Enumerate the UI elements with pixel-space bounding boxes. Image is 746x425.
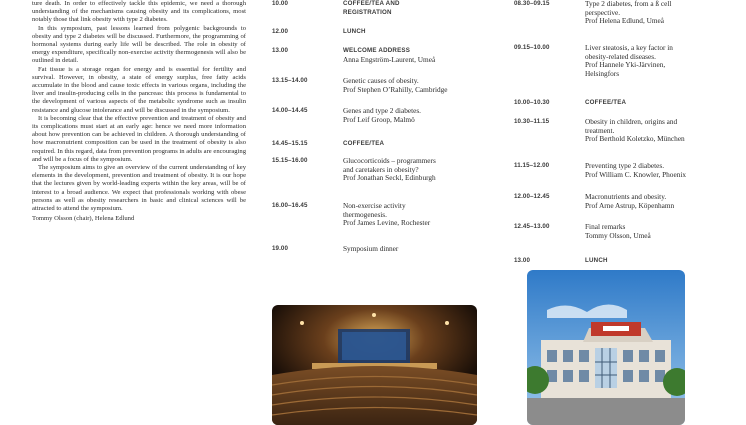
program-time: 11.15–12.00 [514, 162, 550, 169]
program-description [585, 223, 725, 240]
program-description [343, 47, 483, 64]
program-time: 08.30–09.15 [514, 0, 550, 7]
intro-paragraph-4: It is becoming clear that the effective prevention and treatment of obesity and its complications must start at an early age: hence we need more information about how prevention can be achieved in children. A thorough understanding of how macronutrient composition can be used in the treatment of obesity is also required. In this regard, data from prevention programs in adults are encouraging and will be a focus of the symposium. [32, 114, 246, 163]
program-description [585, 44, 725, 78]
lecture-hall-photo [272, 305, 477, 425]
program-line: COFFEE/TEA AND [343, 0, 400, 7]
program-line: Preventing type 2 diabetes. [585, 161, 665, 170]
program-description [343, 157, 483, 183]
program-line: and caretakers in obesity? [343, 164, 419, 174]
program-line: Symposium dinner [343, 244, 399, 253]
program-description [343, 77, 483, 94]
program-description [585, 193, 725, 210]
program-description [343, 107, 483, 124]
program-line: Prof Hannele Yki-Järvinen, [585, 60, 666, 70]
program-time: 09.15–10.00 [514, 44, 550, 51]
program-time: 10.00–10.30 [514, 99, 550, 106]
program-time: 15.15–16.00 [272, 157, 308, 164]
program-time: 12.45–13.00 [514, 223, 550, 230]
program-description [343, 140, 483, 149]
program-line: Genetic causes of obesity. [343, 76, 419, 85]
program-description [585, 162, 725, 179]
program-time: 14.45–15.15 [272, 140, 308, 147]
program-time: 14.00–14.45 [272, 107, 308, 114]
intro-text [32, 0, 246, 223]
program-line: Prof Jonathan Seckl, Edinburgh [343, 173, 436, 183]
program-line: obesity-related diseases. [585, 51, 656, 61]
program-line: Prof Stephen O’Rahilly, Cambridge [343, 84, 448, 94]
program-time: 12.00–12.45 [514, 193, 550, 200]
program-time: 10.30–11.15 [514, 118, 550, 125]
program-line: Prof Leif Groop, Malmö [343, 114, 415, 124]
program-line: Prof James Levine, Rochester [343, 218, 431, 228]
program-line: Type 2 diabetes, from a ß cell [585, 0, 672, 8]
program-line: Prof Berthold Koletzko, München [585, 134, 685, 144]
intro-signers: Tommy Olsson (chair), Helena Edlund [32, 215, 135, 223]
program-line: Helsingfors [585, 68, 620, 78]
intro-paragraph-5: The symposium aims to give an overview of the current understanding of key elements in the development, prevention and treatment of obesity. It is our hope that the lectures given by world-leading experts within the key areas, will be of interest to a broad audience. We expect that professionals working with obese persons as well as obesity researchers in basic and clinical sciences will be attracted to attend the symposium. [32, 164, 246, 213]
program-line: Non-exercise activity [343, 201, 406, 210]
program-line: Prof Helena Edlund, Umeå [585, 16, 665, 26]
program-description [585, 99, 725, 108]
program-line: Final remarks [585, 222, 626, 231]
program-line: Prof William C. Knowler, Phoenix [585, 169, 687, 179]
intro-paragraph-2: In this symposium, past lessons learned from polygenic backgrounds to obesity and type 2 diabetes will be discussed. Furthermore, the programming of hormonal systems during early life will be described. The role in obesity of energy expenditure, specifically non-exercise activity thermogenesis will also be outlined in detail. [32, 24, 246, 65]
program-line: Macronutrients and obesity. [585, 192, 667, 201]
program-description [343, 202, 483, 228]
program-line: Glucocorticoids – programmers [343, 156, 436, 165]
intro-paragraph-1: ture death. In order to effectively tackle this epidemic, we need a thorough understanding of the mechanisms causing obesity and its complications, most notably those that link obesity with type 2 diabetes. [32, 0, 246, 24]
program-time: 16.00–16.45 [272, 202, 308, 209]
program-description [585, 118, 725, 144]
program-line: Obesity in children, origins and [585, 117, 678, 126]
program-line: LUNCH [585, 257, 608, 264]
program-line: perspective. [585, 7, 621, 17]
program-line: COFFEE/TEA [343, 140, 385, 147]
program-time: 13.00 [272, 47, 288, 54]
program-time: 10.00 [272, 0, 288, 7]
program-description [585, 257, 725, 266]
program-speaker: Anna Engström-Laurent, Umeå [343, 54, 436, 64]
program-line: LUNCH [343, 28, 366, 35]
intro-paragraph-3: Fat tissue is a storage organ for energy and is essential for fertility and survival. However, in obesity, a state of energy surplus, free fatty acids accumulate in the blood and cause toxic effects in various organs, including the liver and insulin-producing cells in the pancreas: this process is fundamental to the development of various aspects of the metabolic syndrome such as insulin resistance and glucose intolerance and will be discussed in the symposium. [32, 65, 246, 114]
program-line: Prof Arne Astrup, Köpenhamn [585, 200, 675, 210]
program-line: Genes and type 2 diabetes. [343, 106, 422, 115]
program-line: REGISTRATION [343, 8, 392, 16]
program-line: treatment. [585, 125, 615, 135]
program-line: thermogenesis. [343, 209, 387, 219]
program-description [343, 245, 483, 254]
program-time: 13.15–14.00 [272, 77, 308, 84]
program-time: 12.00 [272, 28, 288, 35]
hotel-building-photo [527, 270, 685, 425]
program-line: Liver steatosis, a key factor in [585, 43, 673, 52]
program-line: COFFEE/TEA [585, 99, 627, 106]
program-line: Tommy Olsson, Umeå [585, 230, 651, 240]
program-description [343, 0, 483, 17]
program-time: 19.00 [272, 245, 288, 252]
program-description [585, 0, 725, 26]
program-time: 13.00 [514, 257, 530, 264]
program-line: WELCOME ADDRESS [343, 47, 411, 54]
program-description [343, 28, 483, 37]
